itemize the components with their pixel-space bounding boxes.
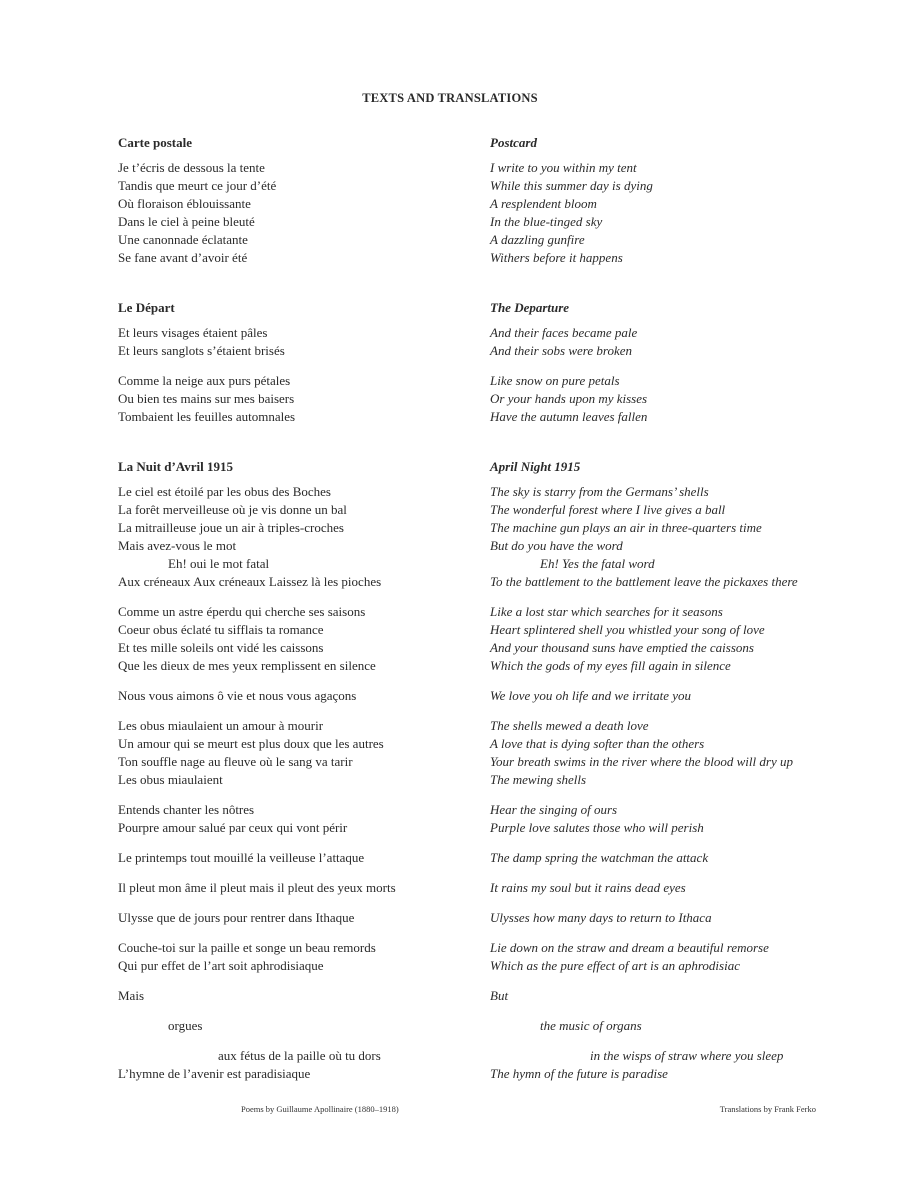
verse-line: Comme un astre éperdu qui cherche ses saisons bbox=[118, 604, 366, 619]
stanza bbox=[118, 909, 463, 927]
stanza bbox=[118, 939, 463, 975]
stanza bbox=[490, 849, 835, 867]
verse-line: Which as the pure effect of art is an aphrodisiac bbox=[490, 958, 740, 973]
stanza bbox=[118, 324, 463, 360]
poems-credit: Poems by Guillaume Apollinaire (1880–1918) bbox=[241, 1104, 399, 1114]
verse-line: And your thousand suns have emptied the caissons bbox=[490, 640, 754, 655]
verse-line: It rains my soul but it rains dead eyes bbox=[490, 880, 686, 895]
verse-line: in the wisps of straw where you sleep bbox=[590, 1048, 784, 1063]
stanza bbox=[490, 987, 835, 1005]
verse-line: Et leurs sanglots s’étaient brisés bbox=[118, 343, 285, 358]
verse-line: Tandis que meurt ce jour d’été bbox=[118, 178, 277, 193]
stanza bbox=[490, 483, 835, 591]
verse-line: But do you have the word bbox=[490, 538, 623, 553]
verse-line: Je t’écris de dessous la tente bbox=[118, 160, 265, 175]
verse-line: L’hymne de l’avenir est paradisiaque bbox=[118, 1066, 311, 1081]
verse-line: The hymn of the future is paradise bbox=[490, 1066, 668, 1081]
stanza bbox=[118, 372, 463, 426]
stanza bbox=[490, 909, 835, 927]
verse-line: Une canonnade éclatante bbox=[118, 232, 248, 247]
poem-title: The Departure bbox=[490, 300, 570, 315]
verse-line: Ulysses how many days to return to Ithaca bbox=[490, 910, 712, 925]
verse-line: La forêt merveilleuse où je vis donne un bal bbox=[118, 502, 347, 517]
verse-line: Ou bien tes mains sur mes baisers bbox=[118, 391, 295, 406]
verse-line: Comme la neige aux purs pétales bbox=[118, 373, 291, 388]
stanza bbox=[118, 849, 463, 867]
stanza bbox=[118, 1017, 463, 1035]
verse-line: Nous vous aimons ô vie et nous vous agaçons bbox=[118, 688, 357, 703]
verse-line: Eh! oui le mot fatal bbox=[168, 556, 270, 571]
verse-line: Se fane avant d’avoir été bbox=[118, 250, 248, 265]
stanza bbox=[490, 372, 835, 426]
verse-line: Mais avez-vous le mot bbox=[118, 538, 237, 553]
verse-line: To the battlement to the battlement leave the pickaxes there bbox=[490, 574, 798, 589]
verse-line: Il pleut mon âme il pleut mais il pleut des yeux morts bbox=[118, 880, 396, 895]
verse-line: Purple love salutes those who will perish bbox=[490, 820, 704, 835]
poem bbox=[118, 299, 463, 426]
stanza bbox=[118, 687, 463, 705]
verse-line: While this summer day is dying bbox=[490, 178, 653, 193]
stanza bbox=[118, 879, 463, 897]
verse-line: A resplendent bloom bbox=[490, 196, 597, 211]
verse-line: But bbox=[490, 988, 509, 1003]
verse-line: Un amour qui se meurt est plus doux que les autres bbox=[118, 736, 384, 751]
stanza bbox=[118, 801, 463, 837]
verse-line: Où floraison éblouissante bbox=[118, 196, 251, 211]
poem-title: April Night 1915 bbox=[490, 459, 581, 474]
stanza bbox=[490, 159, 835, 267]
verse-line: The sky is starry from the Germans’ shells bbox=[490, 484, 709, 499]
verse-line: Le ciel est étoilé par les obus des Boches bbox=[118, 484, 331, 499]
verse-line: Dans le ciel à peine bleuté bbox=[118, 214, 255, 229]
verse-line: And their sobs were broken bbox=[490, 343, 633, 358]
verse-line: Like snow on pure petals bbox=[490, 373, 620, 388]
verse-line: the music of organs bbox=[540, 1018, 642, 1033]
french-column bbox=[118, 134, 463, 1083]
verse-line: aux fétus de la paille où tu dors bbox=[218, 1048, 381, 1063]
verse-line: And their faces became pale bbox=[490, 325, 638, 340]
stanza bbox=[118, 483, 463, 591]
verse-line: The mewing shells bbox=[490, 772, 587, 787]
stanza bbox=[118, 1047, 463, 1083]
page-title: TEXTS AND TRANSLATIONS bbox=[362, 91, 538, 105]
verse-line: In the blue-tinged sky bbox=[490, 214, 603, 229]
verse-line: Entends chanter les nôtres bbox=[118, 802, 255, 817]
stanza bbox=[118, 717, 463, 789]
verse-line: Aux créneaux Aux créneaux Laissez là les pioches bbox=[118, 574, 382, 589]
poem bbox=[118, 134, 463, 267]
poem-title: Carte postale bbox=[118, 135, 193, 150]
verse-line: Que les dieux de mes yeux remplissent en silence bbox=[118, 658, 376, 673]
stanza bbox=[118, 987, 463, 1005]
stanza bbox=[490, 717, 835, 789]
verse-line: The damp spring the watchman the attack bbox=[490, 850, 709, 865]
verse-line: Ulysse que de jours pour rentrer dans Ithaque bbox=[118, 910, 355, 925]
verse-line: Le printemps tout mouillé la veilleuse l’attaque bbox=[118, 850, 365, 865]
verse-line: Mais bbox=[118, 988, 144, 1003]
verse-line: Eh! Yes the fatal word bbox=[540, 556, 655, 571]
poem-title: La Nuit d’Avril 1915 bbox=[118, 459, 233, 474]
english-column bbox=[490, 134, 835, 1083]
poem-title: Postcard bbox=[490, 135, 537, 150]
verse-line: Coeur obus éclaté tu sifflais ta romance bbox=[118, 622, 324, 637]
verse-line: We love you oh life and we irritate you bbox=[490, 688, 691, 703]
verse-line: Which the gods of my eyes fill again in silence bbox=[490, 658, 731, 673]
stanza bbox=[490, 879, 835, 897]
verse-line: The shells mewed a death love bbox=[490, 718, 649, 733]
stanza bbox=[490, 1047, 835, 1083]
stanza bbox=[490, 1017, 835, 1035]
poem bbox=[118, 458, 463, 1083]
verse-line: Hear the singing of ours bbox=[490, 802, 618, 817]
poem bbox=[490, 134, 835, 267]
poem bbox=[490, 299, 835, 426]
verse-line: Et leurs visages étaient pâles bbox=[118, 325, 268, 340]
stanza bbox=[490, 687, 835, 705]
poem-title: Le Départ bbox=[118, 300, 175, 315]
verse-line: Les obus miaulaient bbox=[118, 772, 223, 787]
verse-line: Your breath swims in the river where the blood will dry up bbox=[490, 754, 793, 769]
verse-line: The machine gun plays an air in three-quarters time bbox=[490, 520, 762, 535]
translations-credit: Translations by Frank Ferko bbox=[719, 1104, 816, 1114]
verse-line: Heart splintered shell you whistled your song of love bbox=[490, 622, 765, 637]
stanza bbox=[118, 603, 463, 675]
verse-line: Et tes mille soleils ont vidé les caissons bbox=[118, 640, 324, 655]
verse-line: Couche-toi sur la paille et songe un beau remords bbox=[118, 940, 376, 955]
stanza bbox=[490, 939, 835, 975]
verse-line: Or your hands upon my kisses bbox=[490, 391, 648, 406]
stanza bbox=[118, 159, 463, 267]
stanza bbox=[490, 801, 835, 837]
verse-line: Like a lost star which searches for it seasons bbox=[490, 604, 723, 619]
stanza bbox=[490, 603, 835, 675]
verse-line: Have the autumn leaves fallen bbox=[490, 409, 648, 424]
stanza bbox=[490, 324, 835, 360]
verse-line: orgues bbox=[168, 1018, 203, 1033]
verse-line: Ton souffle nage au fleuve où le sang va tarir bbox=[118, 754, 353, 769]
verse-line: Tombaient les feuilles automnales bbox=[118, 409, 296, 424]
verse-line: Les obus miaulaient un amour à mourir bbox=[118, 718, 324, 733]
verse-line: Pourpre amour salué par ceux qui vont périr bbox=[118, 820, 348, 835]
verse-line: Withers before it happens bbox=[490, 250, 623, 265]
verse-line: The wonderful forest where I live gives a ball bbox=[490, 502, 726, 517]
poem bbox=[490, 458, 835, 1083]
verse-line: I write to you within my tent bbox=[490, 160, 637, 175]
verse-line: A love that is dying softer than the others bbox=[490, 736, 705, 751]
verse-line: Lie down on the straw and dream a beautiful remorse bbox=[490, 940, 769, 955]
verse-line: A dazzling gunfire bbox=[490, 232, 585, 247]
verse-line: La mitrailleuse joue un air à triples-croches bbox=[118, 520, 344, 535]
verse-line: Qui pur effet de l’art soit aphrodisiaque bbox=[118, 958, 324, 973]
